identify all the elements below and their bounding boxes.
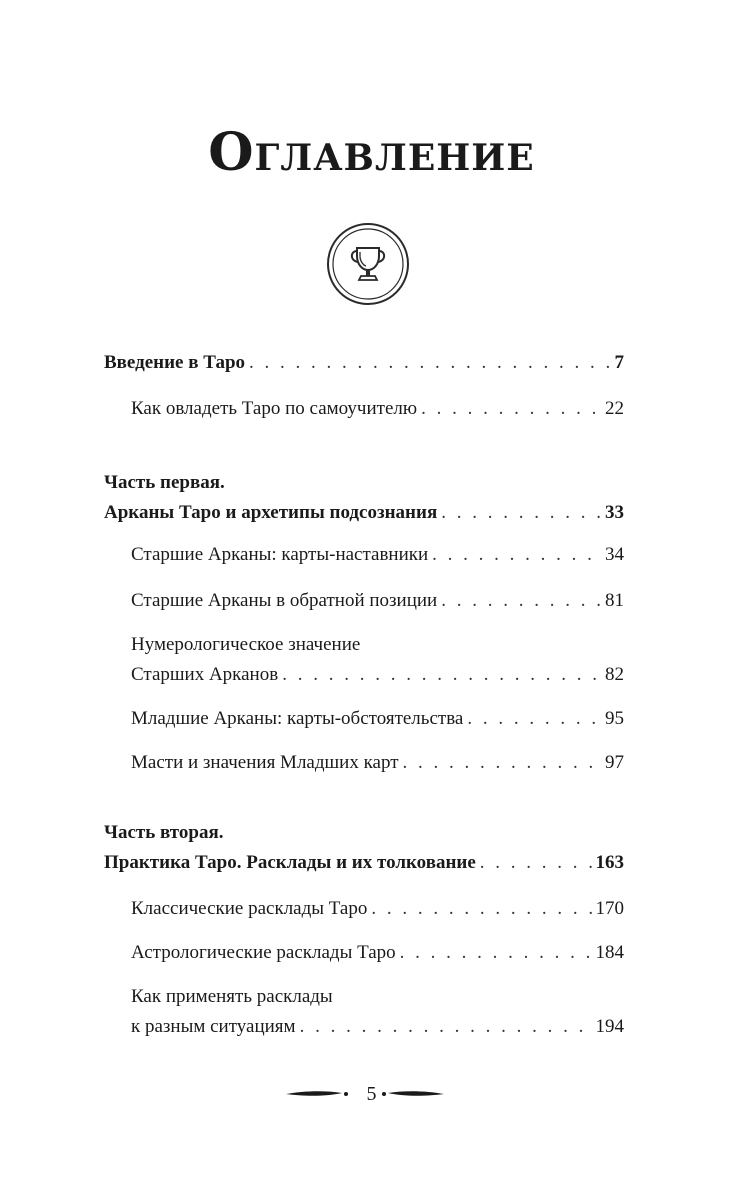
entry-title: Старшие Арканы в обратной позиции (131, 590, 438, 611)
entry-title: Астрологические расклады Таро (131, 942, 396, 963)
entry-title: Практика Таро. Расклады и их толкование (104, 852, 476, 873)
toc-entry[interactable] (131, 894, 624, 924)
entry-page: 34 (605, 544, 624, 565)
toc-entry[interactable] (131, 586, 624, 616)
entry-part-label: Часть первая. (104, 472, 225, 493)
entry-title: Младшие Арканы: карты-обстоятельства (131, 708, 464, 729)
entry-title: Масти и значения Младших карт (131, 752, 399, 773)
toc-entry[interactable] (131, 394, 624, 424)
flourish-right-icon (380, 1080, 446, 1108)
dot-leader (441, 498, 601, 528)
dot-leader (421, 394, 601, 424)
toc-entry[interactable] (131, 540, 624, 570)
dot-leader (403, 748, 601, 778)
page-number: 5 (366, 1083, 377, 1105)
page-footer (0, 1080, 743, 1110)
entry-title: Введение в Таро (104, 352, 246, 373)
dot-leader (441, 586, 601, 616)
entry-page: 163 (595, 852, 624, 873)
cup-icon (326, 222, 410, 306)
toc-entry[interactable] (131, 630, 624, 690)
dot-leader (282, 660, 601, 690)
entry-page: 22 (605, 398, 624, 419)
entry-title: Классические расклады Таро (131, 898, 368, 919)
toc-entry[interactable] (104, 348, 624, 378)
entry-page: 82 (605, 664, 624, 685)
entry-page: 97 (605, 752, 624, 773)
dot-leader (400, 938, 592, 968)
entry-page: 7 (614, 352, 624, 373)
toc-entry[interactable] (131, 982, 624, 1042)
entry-title-line1: Нумерологическое значение (131, 634, 361, 655)
entry-title: к разным ситуациям (131, 1016, 296, 1037)
entry-page: 194 (595, 1016, 624, 1037)
entry-title: Старшие Арканы: карты-наставники (131, 544, 429, 565)
entry-title-line1: Как применять расклады (131, 986, 333, 1007)
entry-page: 184 (595, 942, 624, 963)
toc-entry[interactable] (104, 818, 624, 878)
toc-entry[interactable] (131, 748, 624, 778)
dot-leader (467, 704, 601, 734)
entry-page: 33 (605, 502, 624, 523)
entry-part-label: Часть вторая. (104, 822, 224, 843)
toc-entry[interactable] (131, 704, 624, 734)
dot-leader (480, 848, 592, 878)
entry-title: Как овладеть Таро по самоучителю (131, 398, 418, 419)
toc-entry[interactable] (104, 468, 624, 528)
toc-entry[interactable] (131, 938, 624, 968)
entry-page: 81 (605, 590, 624, 611)
entry-title: Старших Арканов (131, 664, 279, 685)
dot-leader (300, 1012, 592, 1042)
entry-page: 170 (595, 898, 624, 919)
page-title: Оглавление (208, 122, 535, 183)
entry-page: 95 (605, 708, 624, 729)
dot-leader (371, 894, 591, 924)
dot-leader (249, 348, 610, 378)
dot-leader (432, 540, 601, 570)
entry-title: Арканы Таро и архетипы подсознания (104, 502, 438, 523)
